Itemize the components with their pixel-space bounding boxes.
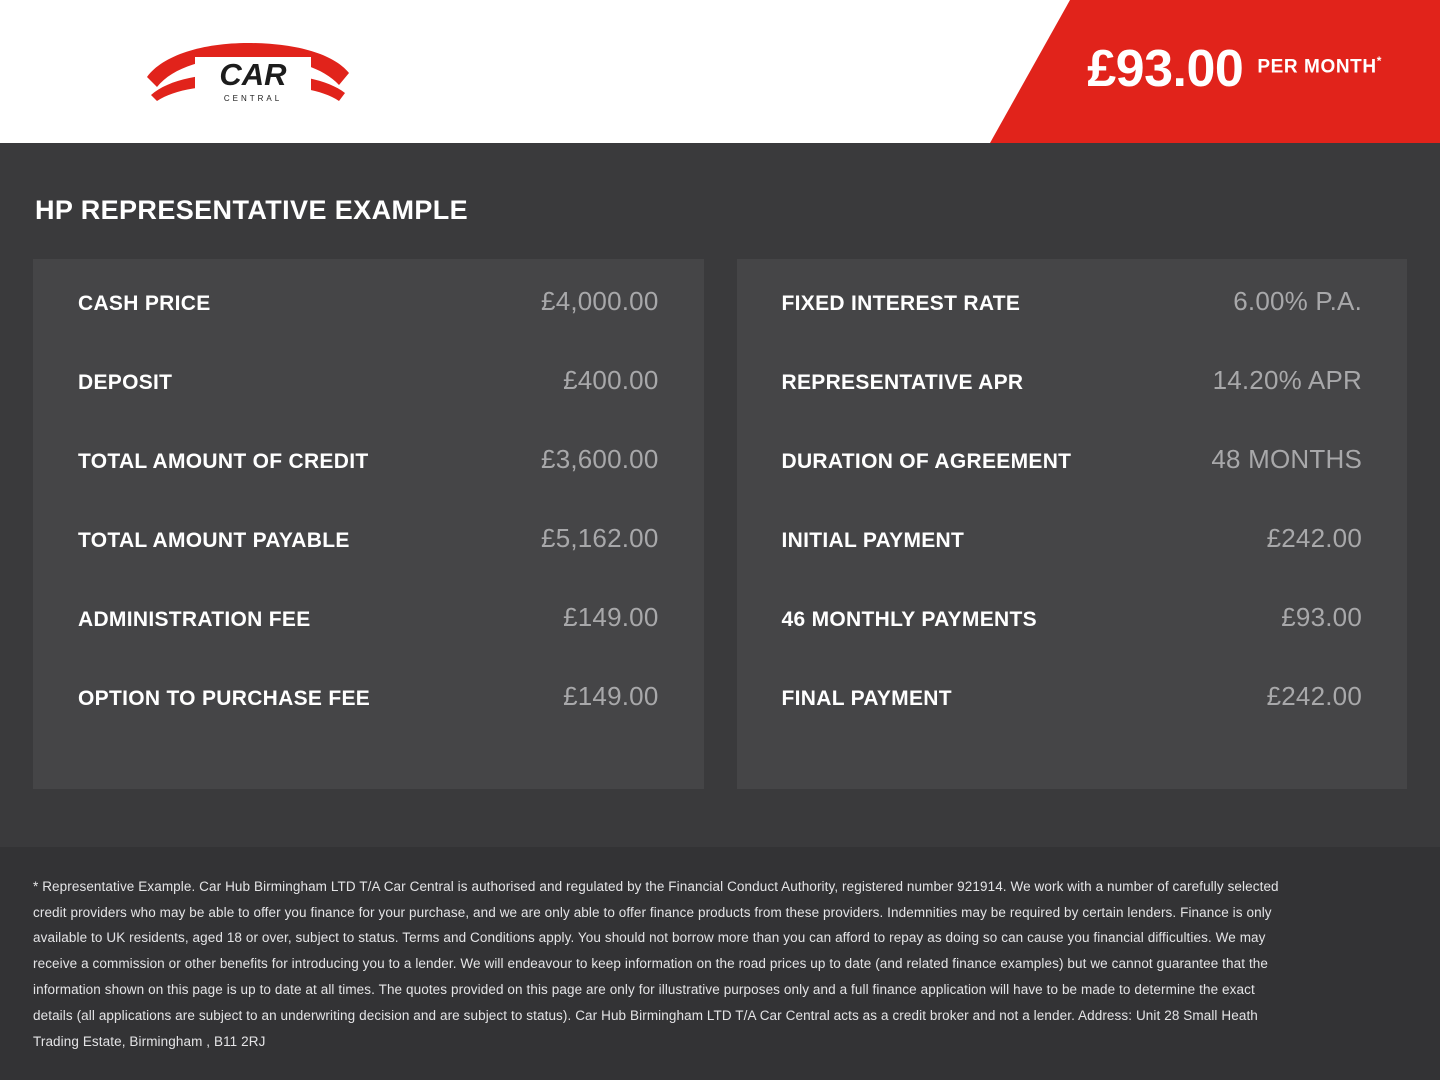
row-label: TOTAL AMOUNT OF CREDIT <box>78 450 369 473</box>
row-label: REPRESENTATIVE APR <box>781 371 1024 394</box>
price-suffix <box>1257 54 1382 88</box>
row-value: £93.00 <box>1281 602 1362 632</box>
table-row <box>782 602 1363 681</box>
row-value: 14.20% APR <box>1212 365 1362 395</box>
table-row <box>78 602 659 681</box>
row-value: 6.00% P.A. <box>1233 286 1362 316</box>
row-value: £3,600.00 <box>541 444 659 474</box>
price-suffix-text: PER MONTH <box>1257 56 1377 78</box>
page-title: HP REPRESENTATIVE EXAMPLE <box>35 195 469 225</box>
row-label: DURATION OF AGREEMENT <box>781 450 1072 473</box>
disclaimer-text: * Representative Example. Car Hub Birmingham LTD T/A Car Central is authorised and regulated by the Financial Conduct Authority, registered number 921914. We work with a number of carefully selected credit providers who may be able to offer you finance for your purchase, and we are only able to offer finance products from these providers. Indemnities may be required by certain lenders. Finance is only available to UK residents, aged 18 or over, subject to status. Terms and Conditions apply. You should not borrow more than you can afford to repay as doing so can cause you financial difficulties. We may receive a commission or other benefits for introducing you to a lender. We will endeavour to keep information on the road prices up to date (and related finance examples) but we cannot guarantee that the information shown on this page is up to date at all times. The quotes provided on this page are only for illustrative purposes only and a full finance application will have to be made to determine the exact details (all applications are subject to an underwriting decision and are subject to status). Car Hub Birmingham LTD T/A Car Central acts as a credit broker and not a lender. Address: Unit 28 Small Heath Trading Estate, Birmingham , B11 2RJ <box>33 878 1279 1050</box>
table-row <box>78 286 659 365</box>
finance-panels <box>33 259 1407 789</box>
svg-text:CAR: CAR <box>219 57 287 92</box>
price-amount: £93.00 <box>1087 39 1244 98</box>
row-value: £242.00 <box>1266 681 1362 711</box>
row-label: FIXED INTEREST RATE <box>781 292 1021 315</box>
row-value: £4,000.00 <box>541 286 659 316</box>
row-label: FINAL PAYMENT <box>781 687 952 710</box>
footer-disclaimer <box>0 847 1440 1080</box>
finance-panel-left <box>33 259 704 789</box>
table-row <box>782 523 1363 602</box>
row-label: INITIAL PAYMENT <box>781 529 965 552</box>
finance-panel-right <box>737 259 1408 789</box>
row-value: 48 MONTHS <box>1211 444 1362 474</box>
row-label: TOTAL AMOUNT PAYABLE <box>78 529 350 552</box>
car-central-logo[interactable] <box>143 33 353 111</box>
table-row <box>782 681 1363 760</box>
row-label: OPTION TO PURCHASE FEE <box>78 687 371 710</box>
table-row <box>78 444 659 523</box>
row-label: DEPOSIT <box>78 371 173 394</box>
row-label: CASH PRICE <box>78 292 211 315</box>
page-header <box>0 0 1440 143</box>
monthly-price-block <box>1087 0 1382 143</box>
row-value: £5,162.00 <box>541 523 659 553</box>
svg-text:CENTRAL: CENTRAL <box>223 94 283 103</box>
table-row <box>782 286 1363 365</box>
row-value: £242.00 <box>1266 523 1362 553</box>
table-row <box>782 365 1363 444</box>
row-value: £400.00 <box>563 365 659 395</box>
row-value: £149.00 <box>563 681 659 711</box>
table-row <box>78 681 659 760</box>
table-row <box>78 523 659 602</box>
table-row <box>78 365 659 444</box>
row-value: £149.00 <box>563 602 659 632</box>
price-suffix-asterisk: * <box>1376 54 1382 69</box>
row-label: ADMINISTRATION FEE <box>78 608 311 631</box>
main-content <box>0 143 1440 789</box>
table-row <box>782 444 1363 523</box>
row-label: 46 MONTHLY PAYMENTS <box>781 608 1037 631</box>
